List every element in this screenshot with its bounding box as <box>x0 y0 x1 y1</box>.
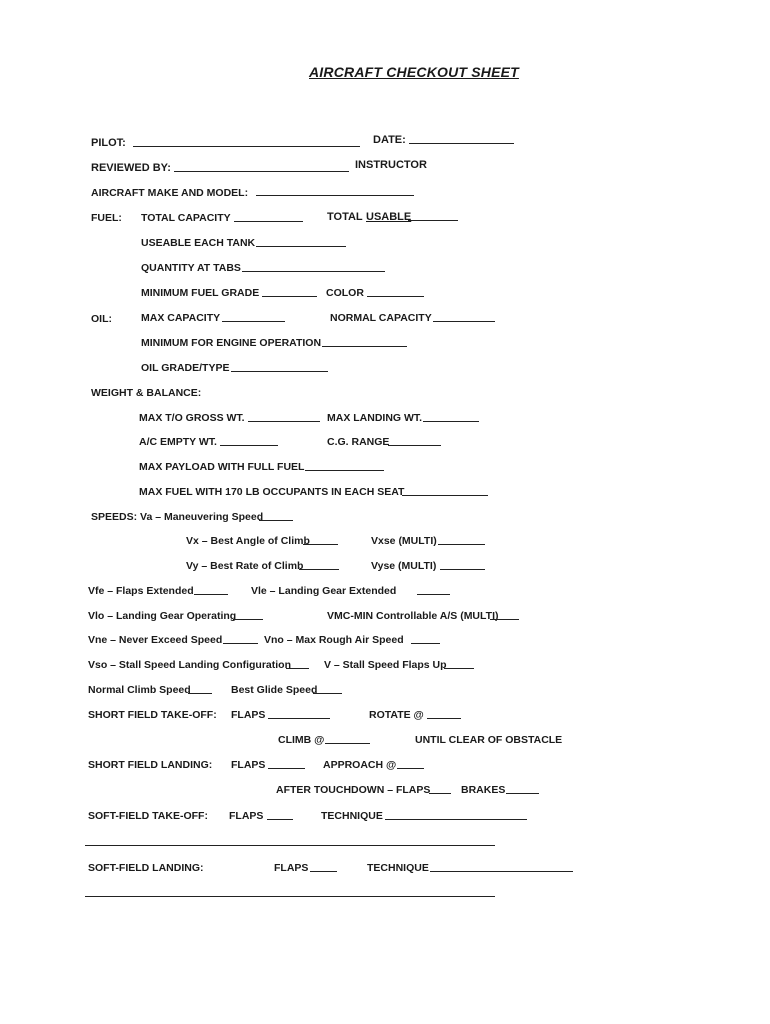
short-takeoff-label: SHORT FIELD TAKE-OFF: <box>88 709 217 721</box>
total-usable-label-b: USABLE <box>366 211 412 223</box>
min-fuel-grade-field[interactable] <box>262 296 317 297</box>
short-landing-flaps-field[interactable] <box>268 768 305 769</box>
soft-landing-technique-label: TECHNIQUE <box>367 862 429 874</box>
normal-capacity-label: NORMAL CAPACITY <box>330 312 432 324</box>
pilot-field[interactable] <box>133 146 360 147</box>
min-engine-op-label: MINIMUM FOR ENGINE OPERATION <box>141 337 322 349</box>
quantity-at-tabs-field[interactable] <box>242 271 385 272</box>
total-usable-field[interactable] <box>408 220 458 221</box>
soft-takeoff-flaps-label: FLAPS <box>229 810 264 822</box>
v-flaps-up-label: V – Stall Speed Flaps Up <box>324 659 447 671</box>
min-fuel-grade-label: MINIMUM FUEL GRADE <box>141 287 260 299</box>
aircraft-model-field[interactable] <box>256 195 414 196</box>
max-landing-field[interactable] <box>423 421 479 422</box>
total-capacity-label: TOTAL CAPACITY <box>141 212 231 224</box>
color-field[interactable] <box>367 296 424 297</box>
vyse-field[interactable] <box>440 569 485 570</box>
vx-label: Vx – Best Angle of Climb <box>186 535 310 547</box>
reviewed-by-label: REVIEWED BY: <box>91 162 171 174</box>
climb-field[interactable] <box>325 743 370 744</box>
max-landing-label: MAX LANDING WT. <box>327 412 423 424</box>
vno-field[interactable] <box>411 643 440 644</box>
best-glide-label: Best Glide Speed <box>231 684 318 696</box>
short-takeoff-flaps-field[interactable] <box>268 718 330 719</box>
max-capacity-field[interactable] <box>222 321 285 322</box>
max-fuel-occupants-field[interactable] <box>402 495 488 496</box>
brakes-field[interactable] <box>506 793 539 794</box>
oil-grade-type-label: OIL GRADE/TYPE <box>141 362 230 374</box>
max-fuel-occupants-label: MAX FUEL WITH 170 LB OCCUPANTS IN EACH SEAT <box>139 486 405 498</box>
vne-field[interactable] <box>223 643 258 644</box>
soft-landing-flaps-label: FLAPS <box>274 862 309 874</box>
vy-field[interactable] <box>299 569 339 570</box>
soft-landing-technique-line-2[interactable] <box>85 896 495 897</box>
vso-label: Vso – Stall Speed Landing Configuration <box>88 659 292 671</box>
soft-takeoff-technique-line-2[interactable] <box>85 845 495 846</box>
vfe-label: Vfe – Flaps Extended <box>88 585 194 597</box>
until-clear-label: UNTIL CLEAR OF OBSTACLE <box>415 734 563 746</box>
soft-takeoff-technique-label: TECHNIQUE <box>321 810 383 822</box>
approach-field[interactable] <box>397 768 424 769</box>
weight-balance-label: WEIGHT & BALANCE: <box>91 387 202 399</box>
instructor-label: INSTRUCTOR <box>355 159 427 171</box>
after-touchdown-label: AFTER TOUCHDOWN – FLAPS <box>276 784 431 796</box>
reviewed-by-field[interactable] <box>174 171 349 172</box>
vmc-label: VMC-MIN Controllable A/S (MULTI) <box>327 610 499 622</box>
fuel-label: FUEL: <box>91 212 122 224</box>
max-payload-label: MAX PAYLOAD WITH FULL FUEL <box>139 461 305 473</box>
soft-landing-label: SOFT-FIELD LANDING: <box>88 862 204 874</box>
normal-climb-field[interactable] <box>188 693 212 694</box>
vne-label: Vne – Never Exceed Speed <box>88 634 223 646</box>
v-flaps-up-field[interactable] <box>444 668 474 669</box>
max-capacity-label: MAX CAPACITY <box>141 312 221 324</box>
after-touchdown-flaps-field[interactable] <box>429 793 451 794</box>
vlo-label: Vlo – Landing Gear Operating <box>88 610 237 622</box>
normal-climb-label: Normal Climb Speed <box>88 684 191 696</box>
rotate-field[interactable] <box>427 718 461 719</box>
vy-label: Vy – Best Rate of Climb <box>186 560 304 572</box>
climb-label: CLIMB @ <box>278 734 325 746</box>
oil-label: OIL: <box>91 313 112 325</box>
vfe-field[interactable] <box>194 594 228 595</box>
vle-field[interactable] <box>417 594 450 595</box>
short-takeoff-flaps-label: FLAPS <box>231 709 266 721</box>
soft-takeoff-flaps-field[interactable] <box>267 819 293 820</box>
normal-capacity-field[interactable] <box>433 321 495 322</box>
pilot-label: PILOT: <box>91 137 126 149</box>
oil-grade-type-field[interactable] <box>231 371 328 372</box>
cg-range-field[interactable] <box>388 445 441 446</box>
quantity-at-tabs-label: QUANTITY AT TABS <box>141 262 241 274</box>
max-to-gross-field[interactable] <box>248 421 320 422</box>
min-engine-op-field[interactable] <box>322 346 407 347</box>
soft-landing-technique-field[interactable] <box>430 871 573 872</box>
total-usable-label-a: TOTAL <box>327 211 363 223</box>
vxse-label: Vxse (MULTI) <box>371 535 437 547</box>
useable-each-tank-field[interactable] <box>256 246 346 247</box>
soft-takeoff-technique-field[interactable] <box>385 819 527 820</box>
va-field[interactable] <box>259 520 293 521</box>
short-landing-flaps-label: FLAPS <box>231 759 266 771</box>
va-label: SPEEDS: Va – Maneuvering Speed <box>91 511 264 523</box>
useable-each-tank-label: USEABLE EACH TANK <box>141 237 256 249</box>
vmc-field[interactable] <box>490 619 519 620</box>
ac-empty-field[interactable] <box>220 445 278 446</box>
soft-takeoff-label: SOFT-FIELD TAKE-OFF: <box>88 810 208 822</box>
vle-label: Vle – Landing Gear Extended <box>251 585 397 597</box>
color-label: COLOR <box>326 287 364 299</box>
approach-label: APPROACH @ <box>323 759 397 771</box>
vno-label: Vno – Max Rough Air Speed <box>264 634 404 646</box>
total-capacity-field[interactable] <box>234 221 303 222</box>
vxse-field[interactable] <box>438 544 485 545</box>
ac-empty-label: A/C EMPTY WT. <box>139 436 217 448</box>
rotate-label: ROTATE @ <box>369 709 424 721</box>
vyse-label: Vyse (MULTI) <box>371 560 437 572</box>
max-payload-field[interactable] <box>305 470 384 471</box>
max-to-gross-label: MAX T/O GROSS WT. <box>139 412 245 424</box>
short-landing-label: SHORT FIELD LANDING: <box>88 759 213 771</box>
vso-field[interactable] <box>286 668 309 669</box>
aircraft-model-label: AIRCRAFT MAKE AND MODEL: <box>91 187 249 199</box>
vlo-field[interactable] <box>233 619 263 620</box>
page-title: AIRCRAFT CHECKOUT SHEET <box>309 64 519 80</box>
soft-landing-flaps-field[interactable] <box>310 871 337 872</box>
brakes-label: BRAKES <box>461 784 506 796</box>
best-glide-field[interactable] <box>313 693 342 694</box>
date-field[interactable] <box>409 143 514 144</box>
date-label: DATE: <box>373 134 406 146</box>
vx-field[interactable] <box>303 544 338 545</box>
cg-range-label: C.G. RANGE <box>327 436 390 448</box>
